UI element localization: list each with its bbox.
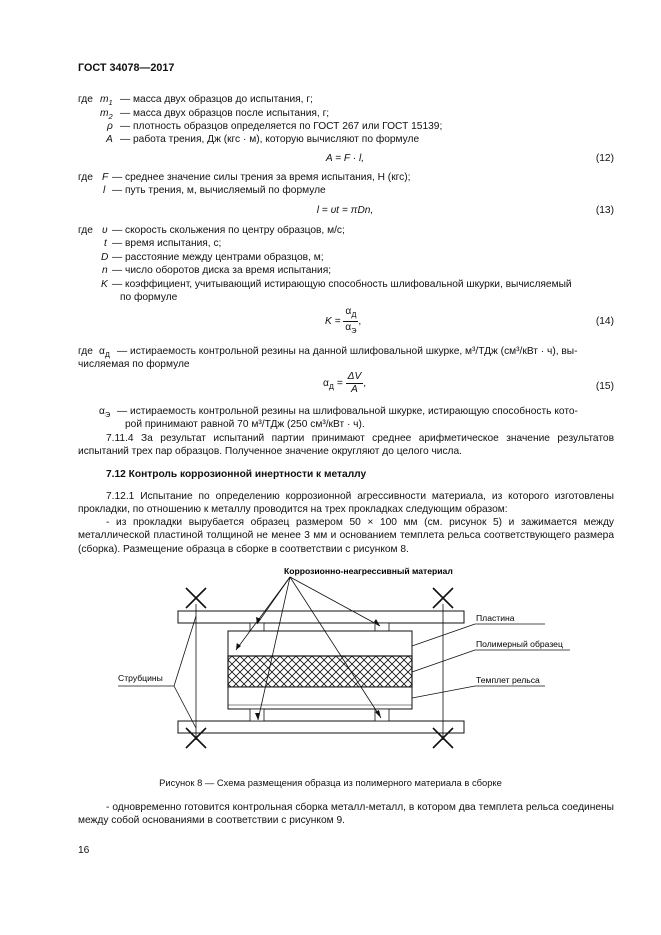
label-noncorrosive-material: Коррозионно-неагрессивный материал xyxy=(284,566,453,576)
page-number: 16 xyxy=(78,845,90,856)
where-label: где xyxy=(78,346,93,357)
metal-plate xyxy=(228,631,412,656)
definition-A: — работа трения, Дж (кгс · м), которую вычисляют по формуле xyxy=(120,134,420,145)
definition-F: — среднее значение силы трения за время испытания, Н (кгс); xyxy=(112,172,411,183)
bottom-clamp-bar xyxy=(178,721,464,733)
definition-t: — время испытания, с; xyxy=(112,238,222,249)
symbol-t: t xyxy=(104,238,107,249)
definition-D: — расстояние между центрами образцов, м; xyxy=(112,252,324,263)
where-label: где xyxy=(78,94,93,105)
symbol-v: υ xyxy=(102,225,108,236)
where-label: где xyxy=(78,225,93,236)
label-rail-template: Темплет рельса xyxy=(476,675,540,685)
symbol-F: F xyxy=(102,172,109,183)
definition-alpha-e: — истираемость контрольной резины на шлифовальной шкурке, истирающую способность кото- xyxy=(117,406,578,417)
formula-14: K = $\frac{\alpha_Д}{\alpha_Э}$ , xyxy=(325,306,362,336)
label-clamps: Струбцины xyxy=(118,673,163,683)
symbol-rho: ρ xyxy=(107,121,113,132)
symbol-alpha-d: $\alpha_Д$ xyxy=(99,346,110,360)
symbol-m1: $m_1$ xyxy=(100,94,113,108)
paragraph-7-12-1: 7.12.1 Испытание по определению коррозионной агрессивности материала, из которого изготовлены прокладки, по отношению к металлу проводится на трех прокладках следующим образом: xyxy=(78,491,614,516)
definition-v: — скорость скольжения по центру образцов, м/с; xyxy=(112,225,345,236)
definition-l: — путь трения, м, вычисляемый по формуле xyxy=(112,185,326,196)
symbol-m2: $m_2$ xyxy=(100,108,113,122)
definition-rho: — плотность образцов определяется по ГОСТ 267 или ГОСТ 15139; xyxy=(120,121,443,132)
polymer-sample xyxy=(228,656,412,687)
definition-n: — число оборотов диска за время испытания; xyxy=(112,265,332,276)
equation-number-13: (13) xyxy=(595,205,614,216)
symbol-l: l xyxy=(103,185,106,196)
figure-8-diagram xyxy=(0,560,661,775)
symbol-A: A xyxy=(106,134,113,145)
symbol-D: D xyxy=(101,252,109,263)
section-heading-7-12: 7.12 Контроль коррозионной инертности к металлу xyxy=(106,469,367,480)
paragraph-bullet-sample: - из прокладки вырубается образец размером 50 × 100 мм (см. рисунок 5) и зажимается между металлической пластиной толщиной не менее 3 мм и основанием темплета рельса соответствующего размера (сборка). Размещение образца в сборке в соответствии с рисунком 8. xyxy=(78,517,614,555)
equation-number-15: (15) xyxy=(595,381,614,392)
symbol-K: K xyxy=(101,279,108,290)
symbol-alpha-e: $\alpha_Э$ xyxy=(99,406,111,420)
symbol-n: n xyxy=(102,265,108,276)
paragraph-7-11-4: 7.11.4 За результат испытаний партии принимают среднее арифметическое значение результатов испытаний трех пар образцов. Полученное значение округляют до целого числа. xyxy=(78,433,614,458)
definition-alpha-d-continued: числяемая по формуле xyxy=(78,359,190,370)
bottom-right-spacer xyxy=(375,709,389,721)
equation-number-14: (14) xyxy=(595,316,614,327)
formula-15: $\alpha_Д$ = $\frac{\Delta V}{A}$ , xyxy=(323,371,367,395)
definition-alpha-e-continued: рой принимают равной 70 м³/ТДж (250 см³/кВт · ч). xyxy=(125,419,365,430)
formula-12: A = F · l, xyxy=(325,153,365,164)
rail-template xyxy=(228,687,412,709)
figure-8-caption: Рисунок 8 — Схема размещения образца из полимерного материала в сборке xyxy=(159,777,502,788)
top-left-spacer xyxy=(250,623,264,631)
definition-K: — коэффициент, учитывающий истирающую способность шлифовальной шкурки, вычисляемый xyxy=(112,279,572,290)
definition-m2: — масса двух образцов после испытания, г; xyxy=(120,108,330,119)
equation-number-12: (12) xyxy=(595,153,614,164)
document-header: ГОСТ 34078—2017 xyxy=(78,62,175,74)
paragraph-bullet-control: - одновременно готовится контрольная сборка металл-металл, в котором два темплета рельса соединены между собой основаниями в соответствии с рисунком 9. xyxy=(78,802,614,827)
definition-m1: — масса двух образцов до испытания, г; xyxy=(120,94,313,105)
label-polymer-sample: Полимерный образец xyxy=(476,639,563,649)
definition-alpha-d: — истираемость контрольной резины на данной шлифовальной шкурке, м³/ТДж (см³/кВт · ч), вы- xyxy=(117,346,578,357)
formula-13: l = υt = πDn, xyxy=(316,205,374,216)
where-label: где xyxy=(78,172,93,183)
label-plate: Пластина xyxy=(476,613,515,623)
top-clamp-bar xyxy=(178,611,464,623)
definition-K-continued: по формуле xyxy=(120,292,178,303)
